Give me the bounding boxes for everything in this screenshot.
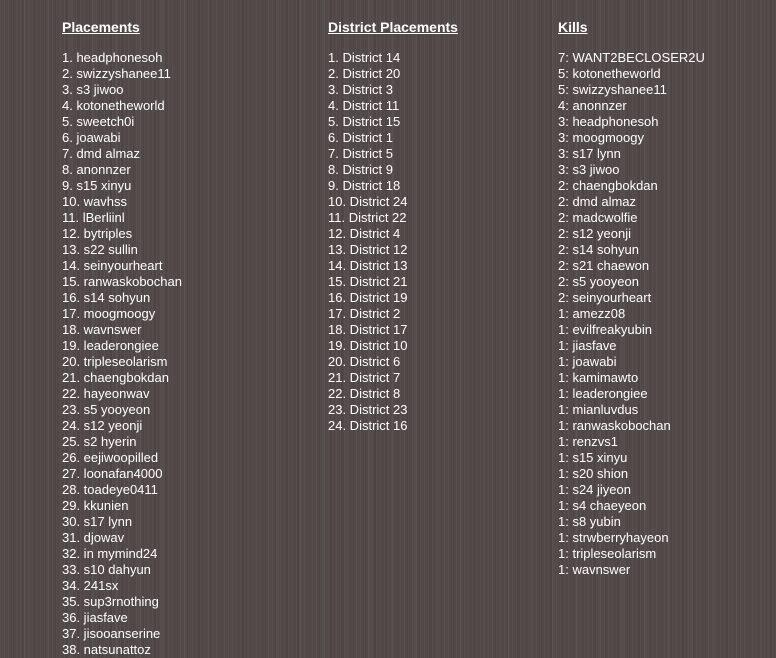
kill-entry: 1: s4 chaeyeon <box>558 498 647 513</box>
placements-column <box>62 18 182 658</box>
district-placement-entry: 8. District 9 <box>328 162 394 177</box>
kill-entry: 2: dmd almaz <box>558 194 637 209</box>
kill-entry: 1: joawabi <box>558 354 617 369</box>
kill-entry: 1: ranwaskobochan <box>558 418 671 433</box>
placement-entry: 37. jisooanserine <box>62 626 161 641</box>
kill-entry: 2: s5 yooyeon <box>558 274 639 289</box>
placement-entry: 20. tripleseolarism <box>62 354 168 369</box>
kill-entry: 1: s15 xinyu <box>558 450 628 465</box>
kill-entry: 2: s21 chaewon <box>558 258 650 273</box>
placement-entry: 10. wavhss <box>62 194 128 209</box>
kill-entry: 1: mianluvdus <box>558 402 639 417</box>
district-placement-entry: 15. District 21 <box>328 274 408 289</box>
placement-entry: 36. jiasfave <box>62 610 128 625</box>
placement-entry: 7. dmd almaz <box>62 146 141 161</box>
kills-heading: Kills <box>558 19 588 35</box>
placement-entry: 22. hayeonwav <box>62 386 150 401</box>
placement-entry: 2. swizzyshanee11 <box>62 66 171 81</box>
kill-entry: 1: renzvs1 <box>558 434 618 449</box>
district-placement-entry: 6. District 1 <box>328 130 394 145</box>
district-placement-entry: 4. District 11 <box>328 98 400 113</box>
placement-entry: 24. s12 yeonji <box>62 418 143 433</box>
placement-entry: 28. toadeye0411 <box>62 482 158 497</box>
district-placement-entry: 13. District 12 <box>328 242 408 257</box>
district-placements-heading: District Placements <box>328 19 458 35</box>
placement-entry: 21. chaengbokdan <box>62 370 169 385</box>
kill-entry: 3: s17 lynn <box>558 146 621 161</box>
kill-entry: 5: kotonetheworld <box>558 66 661 81</box>
placement-entry: 5. sweetch0i <box>62 114 135 129</box>
placement-entry: 34. 241sx <box>62 578 119 593</box>
placement-entry: 15. ranwaskobochan <box>62 274 182 289</box>
kill-entry: 2: chaengbokdan <box>558 178 658 193</box>
placement-entry: 38. natsunattoz <box>62 642 151 657</box>
placement-entry: 1. headphonesoh <box>62 50 163 65</box>
kill-entry: 2: seinyourheart <box>558 290 652 305</box>
kill-entry: 1: leaderongiee <box>558 386 648 401</box>
district-placement-entry: 22. District 8 <box>328 386 401 401</box>
kill-entry: 3: moogmoogy <box>558 130 644 145</box>
kill-entry: 2: s12 yeonji <box>558 226 631 241</box>
placement-entry: 18. wavnswer <box>62 322 142 337</box>
placement-entry: 25. s2 hyerin <box>62 434 137 449</box>
district-placement-entry: 12. District 4 <box>328 226 401 241</box>
placement-entry: 33. s10 dahyun <box>62 562 151 577</box>
kill-entry: 2: madcwolfie <box>558 210 638 225</box>
placement-entry: 6. joawabi <box>62 130 121 145</box>
placement-entry: 26. eejiwoopilled <box>62 450 159 465</box>
placement-entry: 16. s14 sohyun <box>62 290 151 305</box>
kill-entry: 4: anonnzer <box>558 98 627 113</box>
placements-list <box>62 50 182 658</box>
kill-entry: 1: s24 jiyeon <box>558 482 631 497</box>
placement-entry: 30. s17 lynn <box>62 514 133 529</box>
district-placement-entry: 11. District 22 <box>328 210 407 225</box>
placement-entry: 31. djowav <box>62 530 125 545</box>
kill-entry: 1: jiasfave <box>558 338 617 353</box>
district-placement-entry: 20. District 6 <box>328 354 401 369</box>
placement-entry: 23. s5 yooyeon <box>62 402 151 417</box>
kill-entry: 2: s14 sohyun <box>558 242 639 257</box>
kill-entry: 1: amezz08 <box>558 306 626 321</box>
placement-entry: 9. s15 xinyu <box>62 178 132 193</box>
kills-column <box>558 18 705 578</box>
placement-entry: 3. s3 jiwoo <box>62 82 124 97</box>
district-placement-entry: 10. District 24 <box>328 194 408 209</box>
kills-list <box>558 50 705 578</box>
placement-entry: 12. bytriples <box>62 226 133 241</box>
kill-entry: 1: tripleseolarism <box>558 546 657 561</box>
district-placement-entry: 7. District 5 <box>328 146 394 161</box>
district-placement-entry: 3. District 3 <box>328 82 394 97</box>
district-placement-entry: 21. District 7 <box>328 370 401 385</box>
placement-entry: 19. leaderongiee <box>62 338 159 353</box>
kill-entry: 1: s8 yubin <box>558 514 621 529</box>
district-placement-entry: 2. District 20 <box>328 66 401 81</box>
district-placement-entry: 9. District 18 <box>328 178 401 193</box>
district-placement-entry: 23. District 23 <box>328 402 408 417</box>
placement-entry: 4. kotonetheworld <box>62 98 165 113</box>
kill-entry: 5: swizzyshanee11 <box>558 82 667 97</box>
kill-entry: 1: strwberryhayeon <box>558 530 669 545</box>
district-placements-list <box>328 50 458 434</box>
district-placement-entry: 24. District 16 <box>328 418 408 433</box>
district-placement-entry: 16. District 19 <box>328 290 408 305</box>
kill-entry: 7: WANT2BECLOSER2U <box>558 50 705 65</box>
district-placement-entry: 5. District 15 <box>328 114 401 129</box>
placement-entry: 17. moogmoogy <box>62 306 156 321</box>
district-placement-entry: 19. District 10 <box>328 338 408 353</box>
placement-entry: 27. loonafan4000 <box>62 466 163 481</box>
placement-entry: 11. lBerliinl <box>62 210 125 225</box>
kill-entry: 1: evilfreakyubin <box>558 322 652 337</box>
kill-entry: 1: kamimawto <box>558 370 639 385</box>
district-placements-column <box>328 18 458 434</box>
placements-heading: Placements <box>62 19 140 35</box>
kill-entry: 3: headphonesoh <box>558 114 659 129</box>
placement-entry: 29. kkunien <box>62 498 129 513</box>
district-placement-entry: 18. District 17 <box>328 322 408 337</box>
district-placement-entry: 14. District 13 <box>328 258 408 273</box>
placement-entry: 32. in mymind24 <box>62 546 158 561</box>
kill-entry: 3: s3 jiwoo <box>558 162 620 177</box>
kill-entry: 1: wavnswer <box>558 562 631 577</box>
kill-entry: 1: s20 shion <box>558 466 629 481</box>
placement-entry: 35. sup3rnothing <box>62 594 159 609</box>
district-placement-entry: 17. District 2 <box>328 306 401 321</box>
district-placement-entry: 1. District 14 <box>328 50 401 65</box>
placement-entry: 13. s22 sullin <box>62 242 138 257</box>
placement-entry: 14. seinyourheart <box>62 258 163 273</box>
placement-entry: 8. anonnzer <box>62 162 131 177</box>
